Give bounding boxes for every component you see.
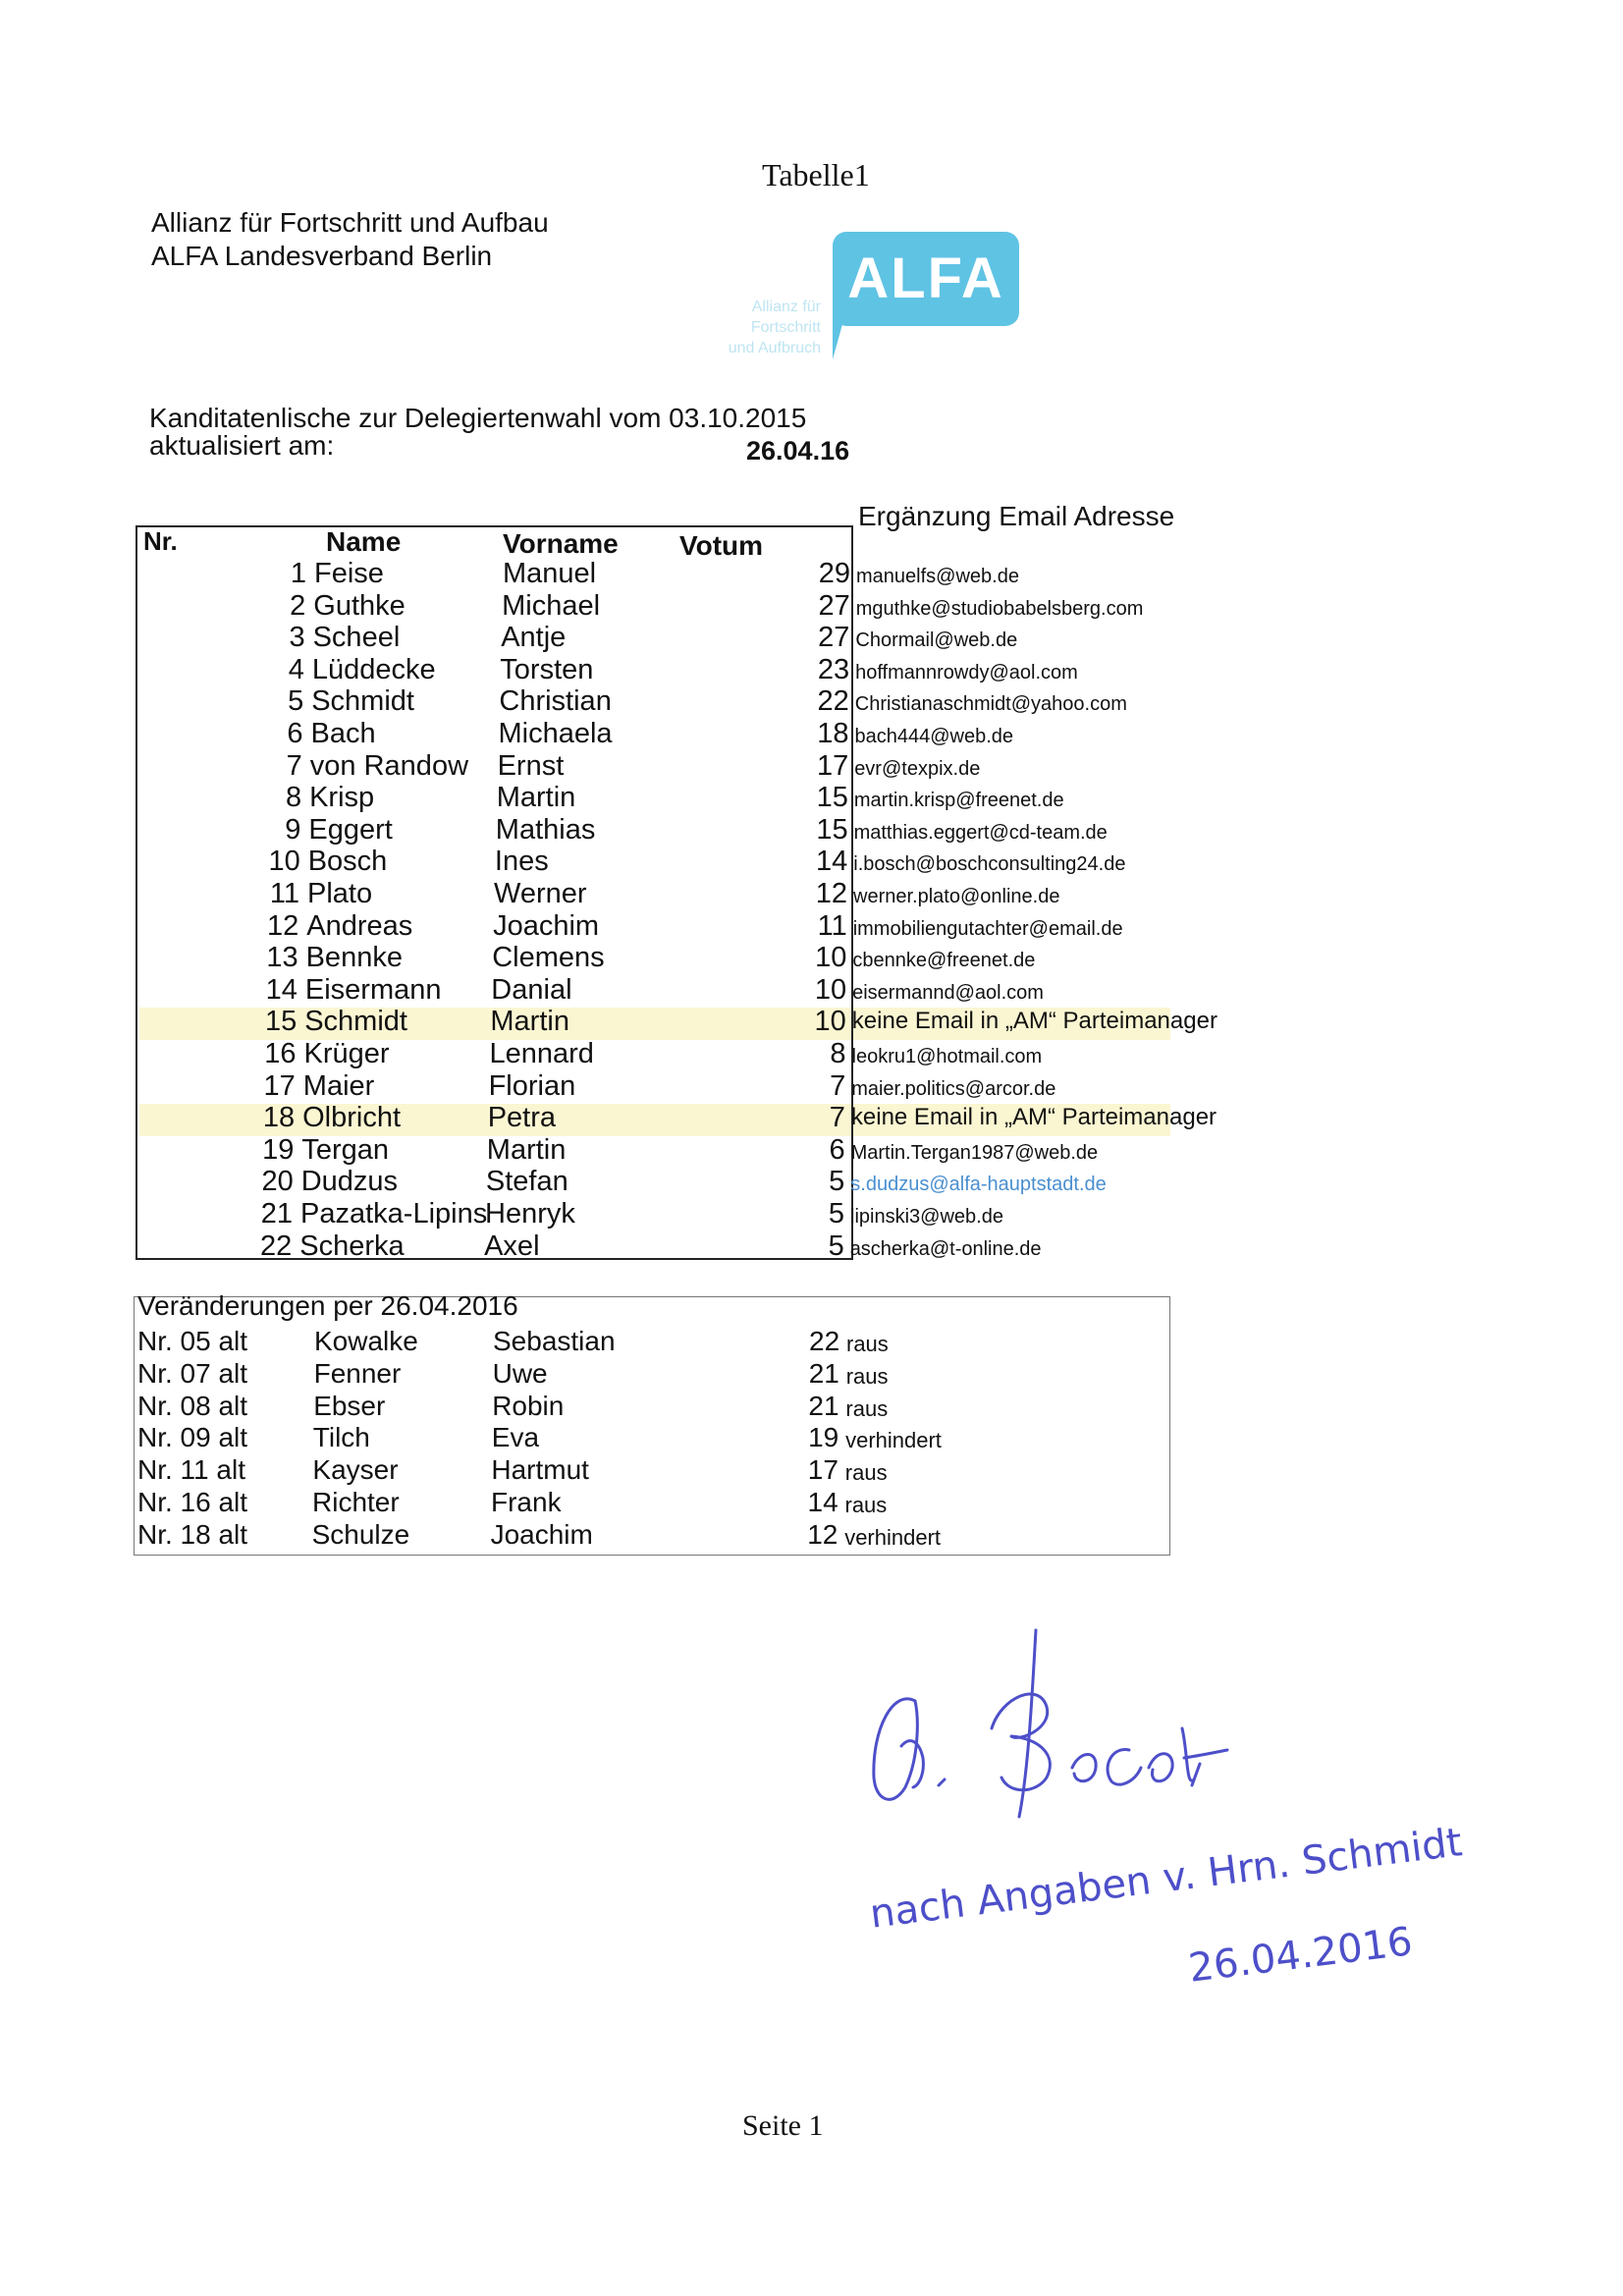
candidate-vorname: Ernst bbox=[497, 749, 565, 782]
logo-text: ALFA bbox=[847, 246, 1004, 310]
candidate-vorname: Mathias bbox=[495, 813, 596, 846]
candidate-name: Lüddecke bbox=[311, 653, 436, 685]
candidate-email: hoffmannrowdy@aol.com bbox=[855, 661, 1078, 683]
change-status: raus bbox=[844, 1493, 888, 1517]
candidate-vorname: Manuel bbox=[503, 558, 597, 589]
candidate-vorname: Petra bbox=[487, 1102, 557, 1134]
candidate-name: Scheel bbox=[312, 622, 401, 654]
candidate-email: mguthke@studiobabelsberg.com bbox=[855, 597, 1144, 620]
candidate-email: keine Email in „AM“ Parteimanager bbox=[851, 1008, 1217, 1035]
handwritten-note: nach Angaben v. Hrn. Schmidt bbox=[867, 1820, 1465, 1938]
candidate-votum: 7 bbox=[829, 1102, 845, 1134]
candidate-votum: 17 bbox=[816, 749, 849, 782]
candidate-email: leokru1@hotmail.com bbox=[851, 1046, 1043, 1067]
candidate-vorname: Torsten bbox=[500, 653, 594, 685]
candidate-name: Bennke bbox=[305, 942, 403, 974]
change-name: Kowalke bbox=[314, 1326, 418, 1356]
candidate-nr: 12 bbox=[267, 909, 299, 942]
candidate-votum: 18 bbox=[817, 718, 849, 749]
candidate-name: Tergan bbox=[301, 1133, 390, 1166]
header-nr: Nr. bbox=[143, 526, 178, 556]
candidate-email: cbennke@freenet.de bbox=[852, 950, 1036, 972]
candidate-votum: 5 bbox=[829, 1166, 845, 1198]
candidate-name: Andreas bbox=[306, 909, 413, 942]
candidate-votum: 29 bbox=[818, 558, 850, 589]
change-name: Richter bbox=[312, 1487, 400, 1517]
candidate-votum: 27 bbox=[818, 589, 850, 622]
candidate-email: s.dudzus@alfa-hauptstadt.de bbox=[850, 1174, 1107, 1196]
change-name: Tilch bbox=[312, 1422, 370, 1453]
candidate-name: Schmidt bbox=[304, 1006, 407, 1038]
candidate-vorname: Martin bbox=[490, 1006, 569, 1038]
candidate-vorname: Christian bbox=[499, 685, 612, 718]
candidate-name: Krüger bbox=[303, 1038, 390, 1069]
change-votum: 12 bbox=[807, 1518, 839, 1550]
candidate-name: Eggert bbox=[308, 813, 393, 846]
candidate-nr: 2 bbox=[290, 589, 306, 622]
candidate-votum: 22 bbox=[817, 685, 849, 718]
candidate-email: werner.plato@online.de bbox=[853, 886, 1060, 907]
candidate-email: eisermannd@aol.com bbox=[852, 981, 1044, 1004]
handwritten-date: 26.04.2016 bbox=[1186, 1919, 1415, 1992]
candidate-name: Pazatka-Lipins bbox=[300, 1198, 488, 1230]
candidate-email: manuelfs@web.de bbox=[856, 566, 1019, 587]
candidate-nr: 6 bbox=[287, 718, 303, 749]
candidate-nr: 17 bbox=[263, 1069, 296, 1102]
candidate-vorname: Stefan bbox=[485, 1166, 568, 1198]
candidate-votum: 10 bbox=[814, 973, 847, 1006]
changes-table bbox=[134, 1296, 1170, 1556]
candidate-votum: 23 bbox=[817, 653, 850, 685]
candidate-votum: 10 bbox=[814, 1006, 846, 1038]
candidate-vorname: Werner bbox=[494, 878, 587, 909]
change-status: verhindert bbox=[845, 1428, 942, 1453]
candidate-email: Martin.Tergan1987@web.de bbox=[850, 1141, 1099, 1164]
candidate-votum: 11 bbox=[817, 909, 847, 942]
change-votum: 21 bbox=[808, 1357, 839, 1389]
change-votum: 21 bbox=[808, 1390, 839, 1421]
candidate-nr: 7 bbox=[286, 749, 302, 782]
change-vorname: Frank bbox=[491, 1487, 562, 1517]
changes-title: Veränderungen per 26.04.2016 bbox=[137, 1290, 518, 1321]
candidate-name: Bosch bbox=[307, 846, 388, 878]
change-name: Ebser bbox=[313, 1390, 386, 1421]
change-name: Kayser bbox=[312, 1454, 399, 1486]
candidate-nr: 15 bbox=[264, 1006, 298, 1038]
candidate-name: Plato bbox=[307, 878, 373, 909]
candidate-email: immobiliengutachter@email.de bbox=[852, 917, 1123, 940]
change-votum: 19 bbox=[808, 1422, 839, 1453]
change-vorname: Robin bbox=[492, 1390, 565, 1421]
candidate-votum: 15 bbox=[816, 782, 848, 814]
candidate-votum: 5 bbox=[828, 1198, 844, 1230]
candidate-votum: 6 bbox=[829, 1133, 845, 1166]
page-footer: Seite 1 bbox=[742, 2109, 824, 2142]
candidate-name: Scherka bbox=[299, 1230, 405, 1262]
candidate-email: matthias.eggert@cd-team.de bbox=[853, 821, 1108, 844]
candidate-vorname: Florian bbox=[488, 1069, 576, 1102]
candidate-vorname: Lennard bbox=[489, 1038, 594, 1069]
candidate-email: i.bosch@boschconsulting24.de bbox=[853, 853, 1126, 876]
document-heading: Kanditatenlische zur Delegiertenwahl vom 03.10.2015 bbox=[149, 403, 807, 433]
candidate-nr: 13 bbox=[266, 942, 298, 974]
org-branch: ALFA Landesverband Berlin bbox=[151, 241, 493, 271]
change-nr: Nr. 16 alt bbox=[137, 1487, 248, 1517]
candidate-nr: 11 bbox=[269, 878, 299, 909]
change-name: Fenner bbox=[313, 1357, 402, 1389]
candidate-nr: 20 bbox=[261, 1166, 294, 1198]
candidate-nr: 18 bbox=[262, 1102, 296, 1134]
candidate-nr: 22 bbox=[260, 1230, 293, 1262]
candidate-nr: 5 bbox=[288, 685, 304, 718]
updated-date: 26.04.16 bbox=[746, 436, 850, 465]
candidate-name: Olbricht bbox=[302, 1102, 402, 1134]
change-votum: 17 bbox=[807, 1454, 839, 1486]
candidate-nr: 14 bbox=[265, 973, 298, 1006]
candidate-email: maier.politics@arcor.de bbox=[851, 1077, 1056, 1100]
candidate-votum: 27 bbox=[818, 622, 850, 654]
change-status: raus bbox=[845, 1363, 889, 1389]
change-nr: Nr. 11 alt bbox=[137, 1454, 245, 1486]
candidate-vorname: Martin bbox=[486, 1133, 567, 1166]
candidate-email: martin.krisp@freenet.de bbox=[853, 790, 1064, 812]
candidate-vorname: Michael bbox=[502, 589, 601, 622]
candidate-nr: 9 bbox=[285, 813, 301, 846]
candidate-email: lipinski3@web.de bbox=[850, 1206, 1003, 1228]
candidate-vorname: Danial bbox=[491, 973, 572, 1006]
candidate-name: Maier bbox=[302, 1069, 375, 1102]
change-nr: Nr. 18 alt bbox=[137, 1518, 248, 1550]
candidate-name: Krisp bbox=[309, 782, 375, 814]
candidate-name: von Randow bbox=[309, 749, 469, 782]
candidate-vorname: Joachim bbox=[493, 909, 600, 942]
candidate-votum: 14 bbox=[816, 846, 848, 878]
candidate-name: Bach bbox=[310, 718, 376, 749]
change-status: raus bbox=[845, 1395, 889, 1421]
header-vorname: Vorname bbox=[503, 528, 619, 559]
change-vorname: Joachim bbox=[490, 1518, 593, 1550]
candidate-name: Dudzus bbox=[300, 1166, 399, 1198]
candidate-vorname: Henryk bbox=[485, 1198, 575, 1230]
candidate-votum: 5 bbox=[828, 1230, 844, 1262]
candidate-nr: 4 bbox=[288, 653, 304, 685]
change-nr: Nr. 08 alt bbox=[137, 1390, 248, 1421]
candidate-name: Feise bbox=[314, 558, 384, 589]
candidate-name: Eisermann bbox=[304, 973, 442, 1006]
candidate-votum: 7 bbox=[830, 1069, 846, 1102]
candidate-email: Chormail@web.de bbox=[855, 629, 1018, 652]
candidate-vorname: Axel bbox=[484, 1230, 540, 1262]
change-vorname: Uwe bbox=[492, 1357, 548, 1389]
change-name: Schulze bbox=[311, 1518, 410, 1550]
candidate-vorname: Antje bbox=[501, 622, 567, 654]
candidate-vorname: Ines bbox=[494, 846, 549, 878]
candidate-votum: 8 bbox=[830, 1038, 846, 1069]
change-status: raus bbox=[844, 1460, 888, 1486]
candidate-votum: 12 bbox=[815, 878, 847, 909]
change-nr: Nr. 07 alt bbox=[137, 1357, 248, 1389]
change-nr: Nr. 05 alt bbox=[137, 1326, 248, 1356]
org-name: Allianz für Fortschritt und Aufbau bbox=[151, 207, 549, 238]
change-nr: Nr. 09 alt bbox=[137, 1422, 248, 1453]
candidate-votum: 15 bbox=[816, 813, 848, 846]
logo-subtitle: Allianz für Fortschritt und Aufbruch bbox=[728, 299, 821, 356]
candidate-nr: 1 bbox=[290, 558, 306, 589]
candidate-email: evr@texpix.de bbox=[854, 757, 981, 780]
sheet-title: Tabelle1 bbox=[762, 157, 870, 192]
candidate-vorname: Martin bbox=[496, 782, 576, 814]
header-votum: Votum bbox=[679, 530, 764, 561]
change-vorname: Sebastian bbox=[493, 1326, 616, 1356]
change-status: verhindert bbox=[844, 1524, 942, 1550]
candidate-name: Guthke bbox=[313, 589, 406, 622]
candidate-vorname: Michaela bbox=[498, 718, 613, 749]
candidate-nr: 16 bbox=[264, 1038, 297, 1069]
candidate-nr: 10 bbox=[268, 846, 300, 878]
change-vorname: Eva bbox=[491, 1422, 540, 1453]
updated-label: aktualisiert am: bbox=[149, 430, 335, 461]
header-email: Ergänzung Email Adresse bbox=[858, 501, 1175, 531]
candidate-email: Christianaschmidt@yahoo.com bbox=[854, 693, 1127, 716]
change-votum: 14 bbox=[807, 1487, 839, 1517]
candidate-nr: 3 bbox=[289, 622, 305, 654]
change-votum: 22 bbox=[809, 1326, 840, 1356]
candidate-nr: 8 bbox=[285, 782, 302, 814]
candidate-email: keine Email in „AM“ Parteimanager bbox=[850, 1104, 1217, 1131]
candidate-nr: 21 bbox=[260, 1198, 293, 1230]
candidate-email: bach444@web.de bbox=[854, 726, 1014, 747]
candidate-vorname: Clemens bbox=[492, 942, 605, 974]
candidate-nr: 19 bbox=[262, 1133, 295, 1166]
candidate-email: ascherka@t-online.de bbox=[849, 1237, 1042, 1260]
candidate-name: Schmidt bbox=[311, 685, 414, 718]
change-status: raus bbox=[846, 1332, 889, 1356]
header-name: Name bbox=[326, 526, 402, 557]
change-vorname: Hartmut bbox=[491, 1454, 589, 1486]
candidate-votum: 10 bbox=[815, 942, 847, 974]
